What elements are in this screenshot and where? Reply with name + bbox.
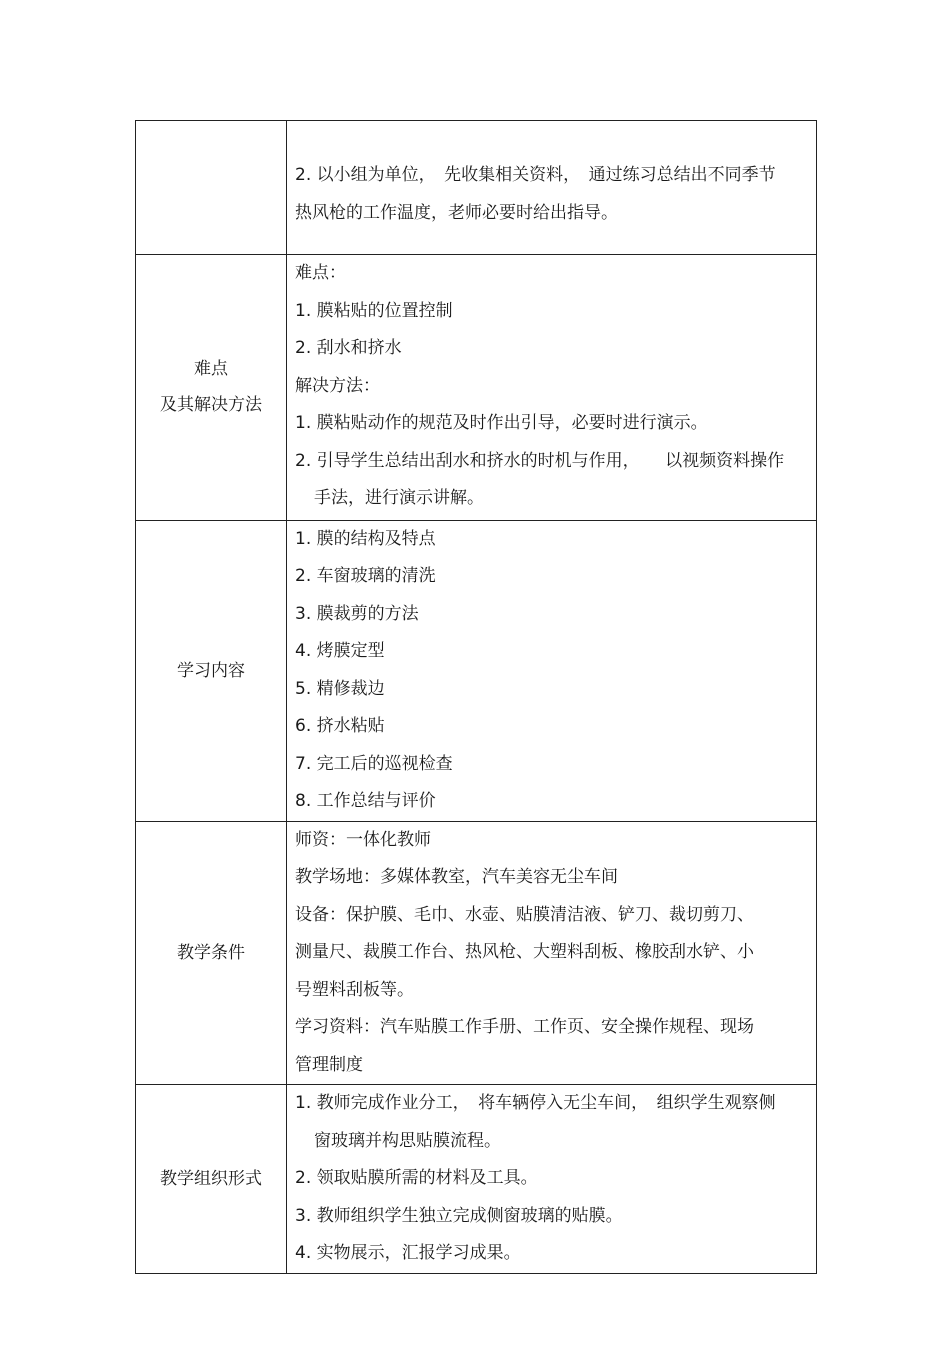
content-line: 难点： <box>295 263 346 283</box>
content-line: 热风枪的工作温度，老师必要时给出指导。 <box>295 202 618 223</box>
row-content-cell <box>287 1085 817 1274</box>
content-line: 师资：一体化教师 <box>295 829 431 850</box>
content-line: 手法，进行演示讲解。 <box>314 488 484 508</box>
row-label-cell <box>136 520 287 821</box>
row-label-line: 及其解决方法 <box>160 395 262 416</box>
row-label-cell <box>136 121 287 255</box>
content-line: 1. 膜的结构及特点 <box>295 528 436 549</box>
content-line: 学习资料：汽车贴膜工作手册、工作页、安全操作规程、现场 <box>295 1017 754 1037</box>
content-line: 8. 工作总结与评价 <box>295 791 436 811</box>
row-label-line: 难点 <box>194 359 228 380</box>
table-body <box>136 121 817 1274</box>
content-line: 2. 车窗玻璃的清洗 <box>295 566 436 586</box>
content-line: 窗玻璃并构思贴膜流程。 <box>314 1130 501 1151</box>
table-row <box>136 121 817 255</box>
table-row <box>136 255 817 521</box>
content-line: 6. 挤水粘贴 <box>295 716 385 736</box>
content-line: 7. 完工后的巡视检查 <box>295 753 453 774</box>
content-line: 5. 精修裁边 <box>295 678 385 699</box>
content-line: 1. 膜粘贴的位置控制 <box>295 300 453 321</box>
table-row <box>136 520 817 821</box>
content-line: 设备：保护膜、毛巾、水壶、贴膜清洁液、铲刀、裁切剪刀、 <box>295 904 754 925</box>
table-row <box>136 821 817 1085</box>
content-line: 3. 教师组织学生独立完成侧窗玻璃的贴膜。 <box>295 1205 623 1226</box>
row-content-cell <box>287 821 817 1085</box>
content-line: 管理制度 <box>295 1054 363 1075</box>
table-row <box>136 1085 817 1274</box>
row-label-line: 学习内容 <box>177 660 245 681</box>
row-label-cell <box>136 255 287 521</box>
content-line: 2. 以小组为单位， 先收集相关资料， 通过练习总结出不同季节 <box>295 165 776 185</box>
content-line: 测量尺、裁膜工作台、热风枪、大塑料刮板、橡胶刮水铲、小 <box>295 942 754 962</box>
content-line: 1. 膜粘贴动作的规范及时作出引导，必要时进行演示。 <box>295 413 708 433</box>
row-label-cell <box>136 821 287 1085</box>
content-line: 4. 实物展示，汇报学习成果。 <box>295 1243 521 1263</box>
lesson-plan-table <box>135 120 817 1274</box>
row-content-cell <box>287 255 817 521</box>
content-line: 4. 烤膜定型 <box>295 641 385 661</box>
row-label-line: 教学条件 <box>177 942 245 963</box>
content-line: 2. 领取贴膜所需的材料及工具。 <box>295 1168 538 1188</box>
row-content-cell <box>287 520 817 821</box>
content-line: 2. 引导学生总结出刮水和挤水的时机与作用， 以视频资料操作 <box>295 450 785 471</box>
row-content-cell <box>287 121 817 255</box>
content-line: 2. 刮水和挤水 <box>295 338 402 358</box>
content-line: 3. 膜裁剪的方法 <box>295 603 419 624</box>
content-line: 解决方法： <box>295 375 380 396</box>
content-line: 1. 教师完成作业分工， 将车辆停入无尘车间， 组织学生观察侧 <box>295 1093 776 1113</box>
row-label-cell <box>136 1085 287 1274</box>
content-line: 教学场地：多媒体教室，汽车美容无尘车间 <box>295 867 618 887</box>
row-label-line: 教学组织形式 <box>160 1168 262 1189</box>
content-line: 号塑料刮板等。 <box>295 979 414 1000</box>
